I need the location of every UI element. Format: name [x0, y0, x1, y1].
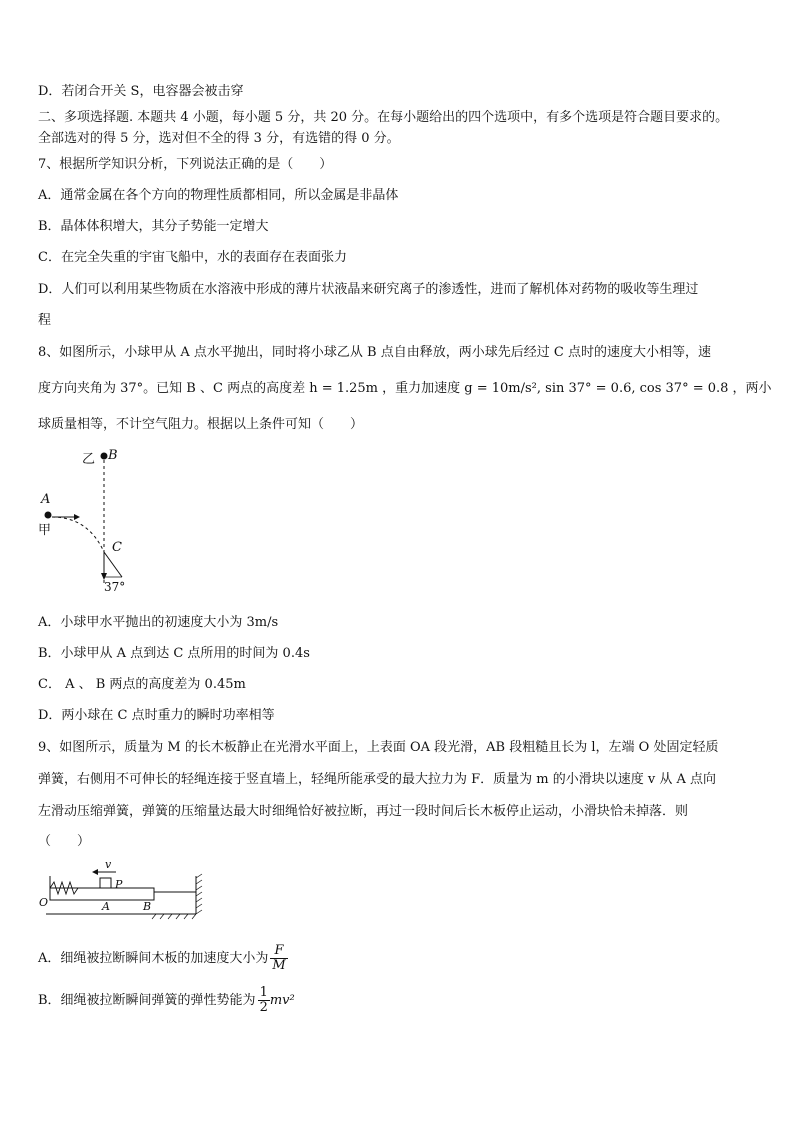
label-yi: 乙 — [82, 452, 96, 467]
q9-option-b-text: B．细绳被拉断瞬间弹簧的弹性势能为 — [38, 993, 256, 1008]
q8-option-c: C． A 、 B 两点的高度差为 0.45m — [38, 677, 246, 692]
q7-option-d-line1: D．人们可以利用某些物质在水溶液中形成的薄片状液晶来研究离子的渗透性，进而了解机体对药物的吸收等生理过 — [38, 282, 699, 297]
q8-option-d: D．两小球在 C 点时重力的瞬时功率相等 — [38, 708, 275, 723]
fraction-denominator: M — [272, 958, 286, 973]
q7-option-d-line2: 程 — [38, 313, 52, 328]
q7-option-a: A．通常金属在各个方向的物理性质都相同，所以金属是非晶体 — [38, 188, 399, 203]
ball-b-dot — [101, 453, 108, 460]
q9-stem-line4: （ ） — [38, 834, 91, 849]
velocity-arrowhead — [92, 869, 98, 875]
parabolic-path — [52, 517, 104, 552]
label-jia: 甲 — [38, 523, 52, 538]
prev-option-d: D．若闭合开关 S，电容器会被击穿 — [38, 84, 244, 99]
q9-stem-line2: 弹簧，右侧用不可伸长的轻绳连接于竖直墙上，轻绳所能承受的最大拉力为 F．质量为 m 的小滑块以速度 v 从 A 点向 — [38, 772, 717, 787]
fraction-denominator: 2 — [259, 1000, 268, 1015]
floor-hatching — [152, 914, 196, 919]
q8-figure — [36, 444, 156, 600]
q9-option-a-text: A．细绳被拉断瞬间木板的加速度大小为 — [38, 951, 269, 966]
q9-option-b — [38, 986, 295, 1016]
label-p: P — [115, 878, 123, 891]
q8-stem-line3: 球质量相等，不计空气阻力。根据以上条件可知（ ） — [38, 417, 364, 432]
ball-a-dot — [45, 512, 52, 519]
q8-option-a: A．小球甲水平抛出的初速度大小为 3m/s — [38, 615, 279, 630]
label-b: B — [108, 448, 118, 463]
section-header-line2: 全部选对的得 5 分，选对但不全的得 3 分，有选错的得 0 分。 — [38, 131, 400, 146]
q8-stem-line2: 度方向夹角为 37°。已知 B 、C 两点的高度差 h = 1.25m ，重力加速度 g = 10m/s², sin 37° = 0.6, cos 37° = 0.8 ，两小 — [38, 381, 772, 396]
q9-stem-line1: 9、如图所示，质量为 M 的长木板静止在光滑水平面上，上表面 OA 段光滑，AB 段粗糙且长为 l，左端 O 处固定轻质 — [38, 740, 719, 755]
label-b: B — [143, 900, 152, 913]
fraction-one-half — [258, 986, 270, 1015]
q8-projectile-diagram — [36, 444, 156, 600]
wall-hatching — [196, 874, 202, 914]
q7-stem: 7、根据所学知识分析，下列说法正确的是（ ） — [38, 157, 333, 172]
fraction-numerator: F — [270, 944, 287, 959]
label-angle: 37° — [104, 580, 126, 594]
q9-option-b-tail: mv² — [269, 993, 295, 1008]
label-a: A — [102, 900, 110, 913]
label-o: O — [39, 896, 49, 909]
label-v: v — [105, 858, 112, 871]
q9-figure — [36, 858, 206, 922]
arrowhead-down — [101, 573, 107, 580]
label-a: A — [41, 492, 51, 507]
slider-block — [100, 878, 111, 888]
fraction-numerator: 1 — [259, 985, 268, 1000]
q8-option-b: B．小球甲从 A 点到达 C 点所用的时间为 0.4s — [38, 646, 310, 661]
q9-option-a — [38, 944, 288, 974]
q7-option-b: B．晶体体积增大，其分子势能一定增大 — [38, 219, 269, 234]
section-header-line1: 二、多项选择题. 本题共 4 小题，每小题 5 分，共 20 分。在每小题给出的四个选项中，有多个选项是符合题目要求的。 — [38, 110, 729, 125]
q9-board-diagram — [36, 862, 206, 922]
arrowhead — [74, 514, 80, 520]
q9-stem-line3: 左滑动压缩弹簧，弹簧的压缩量达最大时细绳恰好被拉断，再过一段时间后长木板停止运动，小滑块恰未掉落．则 — [38, 804, 689, 819]
q8-stem-line1: 8、如图所示，小球甲从 A 点水平抛出，同时将小球乙从 B 点自由释放，两小球先后经过 C 点时的速度大小相等，速 — [38, 345, 711, 360]
label-c: C — [112, 540, 122, 555]
q7-option-c: C．在完全失重的宇宙飞船中，水的表面存在表面张力 — [38, 250, 347, 265]
fraction-f-over-m — [270, 944, 287, 973]
